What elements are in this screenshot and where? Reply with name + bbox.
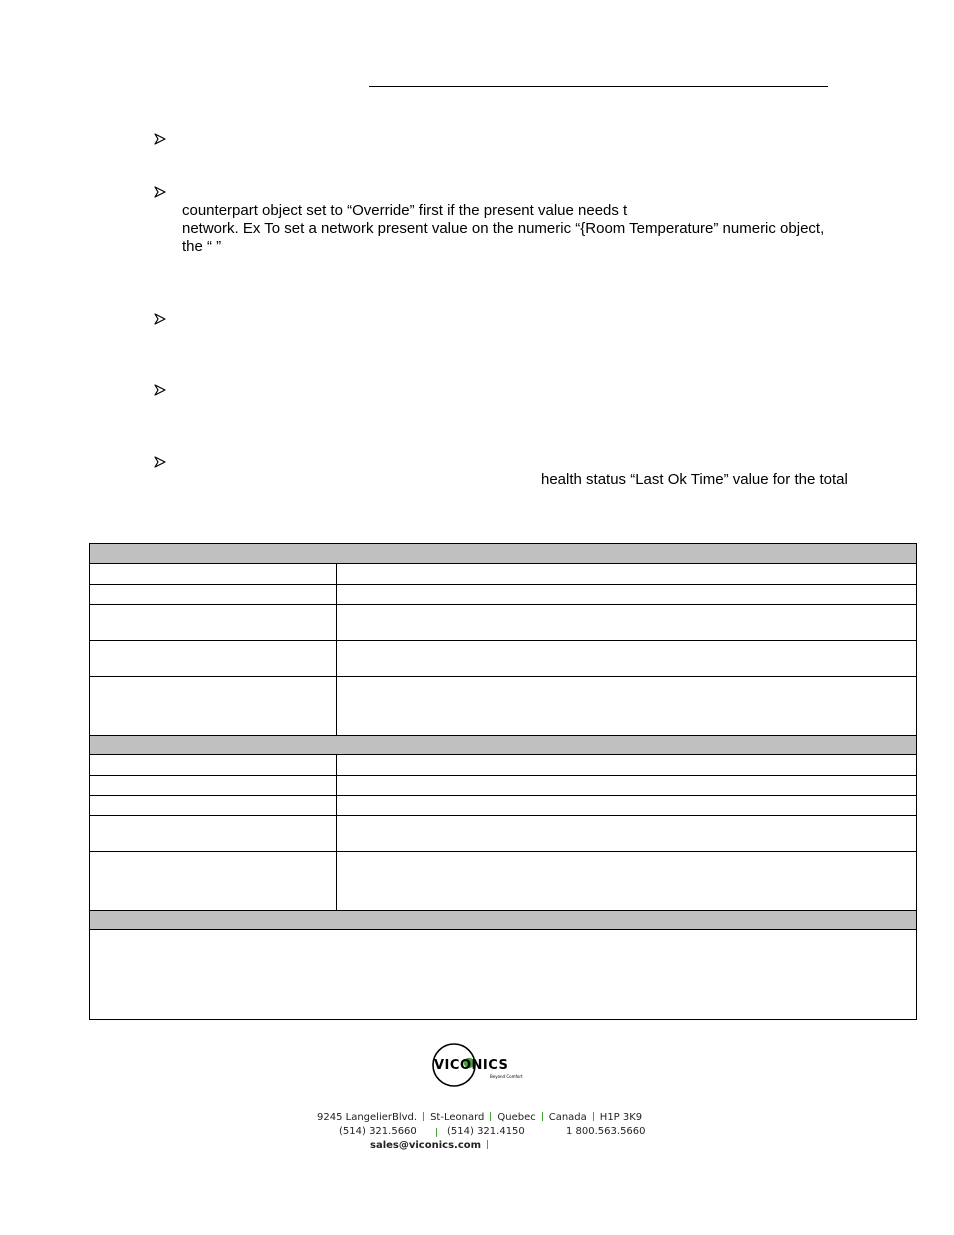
- logo-text: VICONICS: [434, 1058, 509, 1073]
- footer-toll-free: 1 800.563.5660: [566, 1126, 646, 1137]
- header-rule: [369, 86, 828, 87]
- table-row-divider: [90, 795, 916, 796]
- footer-fax: (514) 321.4150: [447, 1126, 525, 1137]
- table-row-divider: [90, 851, 916, 852]
- address-province: Quebec: [497, 1112, 536, 1123]
- address-city: St-Leonard: [430, 1112, 485, 1123]
- spec-table: [89, 543, 917, 1020]
- logo-tagline: Beyond Comfort: [490, 1074, 523, 1079]
- bullet-text-line: network. Ex To set a network present value on the numeric “{Room Temperature” numeric object,: [182, 220, 825, 237]
- table-row-divider: [90, 775, 916, 776]
- table-column-divider: [336, 755, 337, 910]
- table-section-header: [90, 735, 916, 755]
- footer-address: [317, 1111, 642, 1125]
- bullet-text-line: counterpart object set to “Override” first if the present value needs t: [182, 202, 628, 219]
- footer-email-row: [370, 1139, 494, 1153]
- footer-email[interactable]: sales@viconics.com: [370, 1140, 482, 1151]
- bullet-text-line: the “ ”: [182, 238, 222, 255]
- table-section-header: [90, 544, 916, 564]
- arrow-bullet-icon: [154, 313, 166, 325]
- arrow-bullet-icon: [154, 186, 166, 198]
- address-postal: H1P 3K9: [599, 1112, 643, 1123]
- table-row-divider: [90, 640, 916, 641]
- footer-phone: (514) 321.5660: [339, 1126, 417, 1137]
- bullet-text-line: health status “Last Ok Time” value for the total: [541, 471, 848, 488]
- arrow-bullet-icon: [154, 456, 166, 468]
- arrow-bullet-icon: [154, 384, 166, 396]
- table-row-divider: [90, 815, 916, 816]
- table-section-header: [90, 910, 916, 930]
- viconics-logo: [432, 1042, 523, 1088]
- table-row-divider: [90, 676, 916, 677]
- table-row-divider: [90, 584, 916, 585]
- address-street: 9245 LangelierBlvd.: [317, 1112, 418, 1123]
- arrow-bullet-icon: [154, 133, 166, 145]
- address-country: Canada: [548, 1112, 587, 1123]
- table-column-divider: [336, 564, 337, 735]
- table-row-divider: [90, 604, 916, 605]
